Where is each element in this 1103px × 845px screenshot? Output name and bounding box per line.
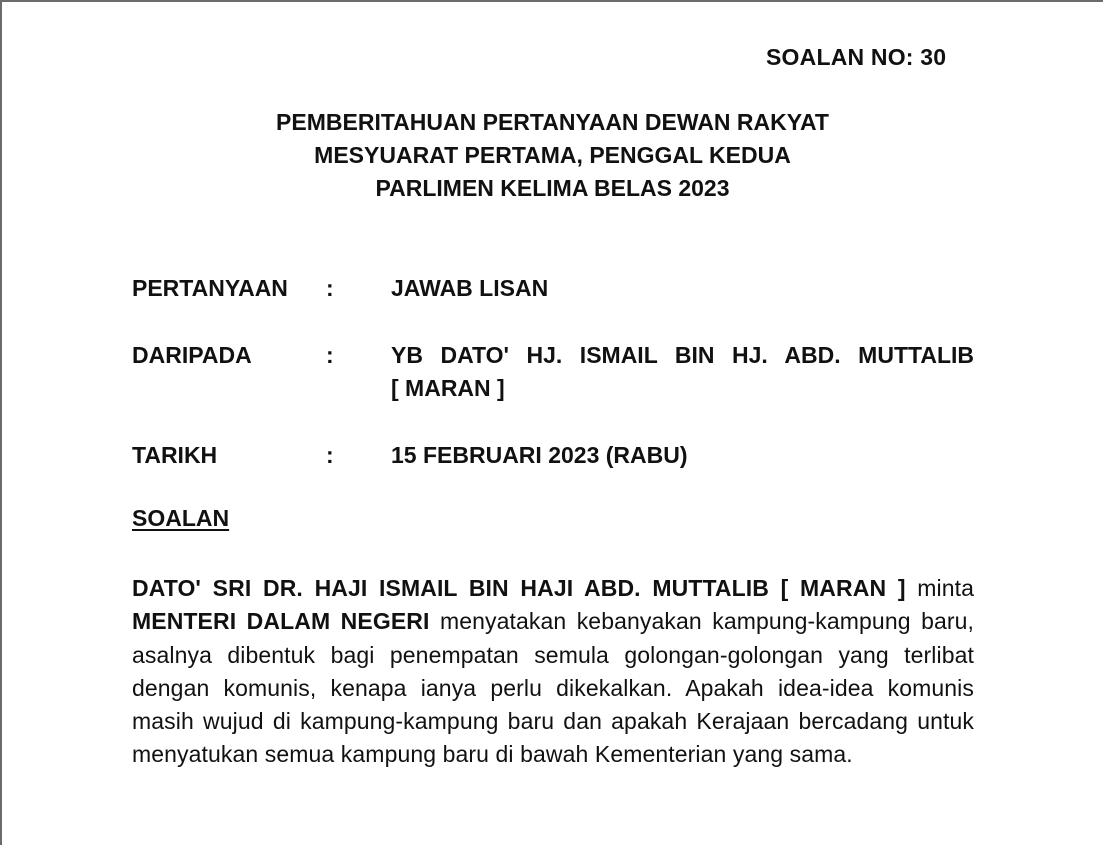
tarikh-label: TARIKH: [132, 442, 218, 468]
daripada-value-line-1: YB DATO' HJ. ISMAIL BIN HJ. ABD. MUTTALIB: [391, 342, 974, 368]
question-paragraph: [132, 572, 974, 772]
heading-line-2: MESYUARAT PERTAMA, PENGGAL KEDUA: [314, 142, 791, 168]
question-ministry: MENTERI DALAM NEGERI: [132, 608, 430, 635]
tarikh-colon: :: [326, 442, 334, 468]
question-body: menyatakan kebanyakan kampung-kampung baru, asalnya dibentuk bagi penempatan semula golongan-golongan yang terlibat dengan komunis, kenapa ianya perlu dikekalkan. Apakah idea-idea komunis masih wujud di kampung-kampung baru dan apakah Kerajaan bercadang untuk menyatukan semua kampung baru di bawah Kementerian yang sama.: [132, 608, 975, 768]
heading-line-3: PARLIMEN KELIMA BELAS 2023: [375, 175, 730, 201]
daripada-label: DARIPADA: [132, 342, 252, 368]
question-minta: minta: [905, 575, 974, 601]
document-heading: [2, 106, 1103, 205]
daripada-value-line-2: [ MARAN ]: [391, 375, 505, 401]
pertanyaan-value: JAWAB LISAN: [391, 275, 549, 301]
pertanyaan-colon: :: [326, 275, 334, 301]
question-asker: DATO' SRI DR. HAJI ISMAIL BIN HAJI ABD. MUTTALIB [ MARAN ]: [132, 575, 906, 601]
daripada-value: [391, 339, 974, 405]
question-number: SOALAN NO: 30: [766, 44, 947, 70]
tarikh-value: 15 FEBRUARI 2023 (RABU): [391, 442, 688, 468]
heading-line-1: PEMBERITAHUAN PERTANYAAN DEWAN RAKYAT: [276, 109, 829, 135]
soalan-section-title: SOALAN: [132, 505, 230, 531]
pertanyaan-label: PERTANYAAN: [132, 275, 288, 301]
daripada-colon: :: [326, 342, 334, 368]
